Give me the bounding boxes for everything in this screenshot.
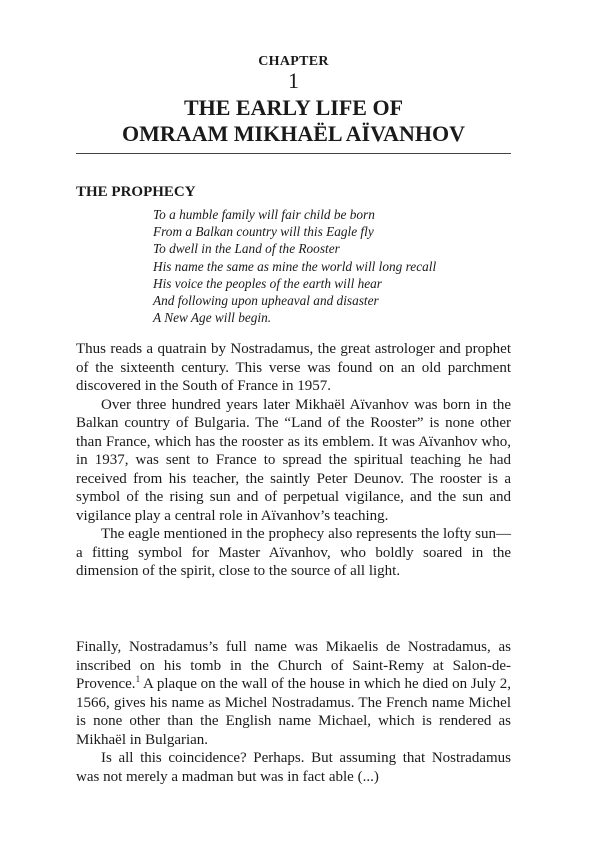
poem-line: From a Balkan country will this Eagle fly	[153, 224, 374, 240]
poem-line: To dwell in the Land of the Rooster	[153, 241, 340, 257]
prophecy-quatrain	[153, 206, 511, 326]
poem-line: And following upon upheaval and disaster	[153, 293, 379, 309]
paragraph: Thus reads a quatrain by Nostradamus, the great astrologer and prophet of the sixteenth century. This verse was found on an old parchment discovered in the South of France in 1957.	[76, 341, 511, 394]
paragraph: Over three hundred years later Mikhaël Aïvanhov was born in the Balkan country of Bulgaria. The “Land of the Rooster” is none other than France, which has the rooster as its emblem. It was Aïvanhov who, in 1937, was sent to France to spread the spiritual teaching he had received from his teacher, the saintly Peter Deunov. The rooster is a symbol of the rising sun and of perpetual vigilance, and the sun and vigilance play a central role in Aïvanhov’s teaching.	[76, 396, 511, 524]
paragraph-text: A plaque on the wall of the house in which he died on July 2, 1566, gives his name as Michel Nostradamus. The French name Michel is none other than the English name Michael, which is rendered as Mikhaël in Bulgarian.	[76, 676, 511, 748]
poem-line: To a humble family will fair child be born	[153, 207, 375, 222]
paragraph	[76, 638, 511, 749]
chapter-number: 1	[288, 68, 299, 93]
section-heading: THE PROPHECY	[76, 184, 196, 200]
poem-line: A New Age will begin.	[153, 310, 272, 326]
paragraph: The eagle mentioned in the prophecy also represents the lofty sun—a fitting symbol for Master Aïvanhov, who boldly soared in the dimension of the spirit, close to the source of all light.	[76, 526, 511, 579]
chapter-label: CHAPTER	[258, 54, 329, 69]
book-page	[76, 0, 511, 850]
body-text-block	[76, 638, 511, 786]
chapter-title	[76, 95, 511, 147]
paragraph: Is all this coincidence? Perhaps. But assuming that Nostradamus was not merely a madman but was in fact able (...)	[76, 750, 511, 785]
poem-line: His voice the peoples of the earth will hear	[153, 275, 382, 291]
body-text-block	[76, 340, 511, 581]
poem-line: His name the same as mine the world will long recall	[153, 258, 437, 274]
footnote-marker[interactable]: 1	[135, 674, 141, 684]
chapter-title-line-1: THE EARLY LIFE OF	[183, 95, 404, 120]
paragraph-text: Finally, Nostradamus’s full name was Mikaelis de Nostradamus, as inscribed on his tomb in the Church of Saint-Remy at Salon-de-Provence.	[76, 639, 511, 692]
chapter-divider	[76, 153, 511, 154]
chapter-title-line-2: OMRAAM MIKHAËL AÏVANHOV	[121, 121, 466, 146]
